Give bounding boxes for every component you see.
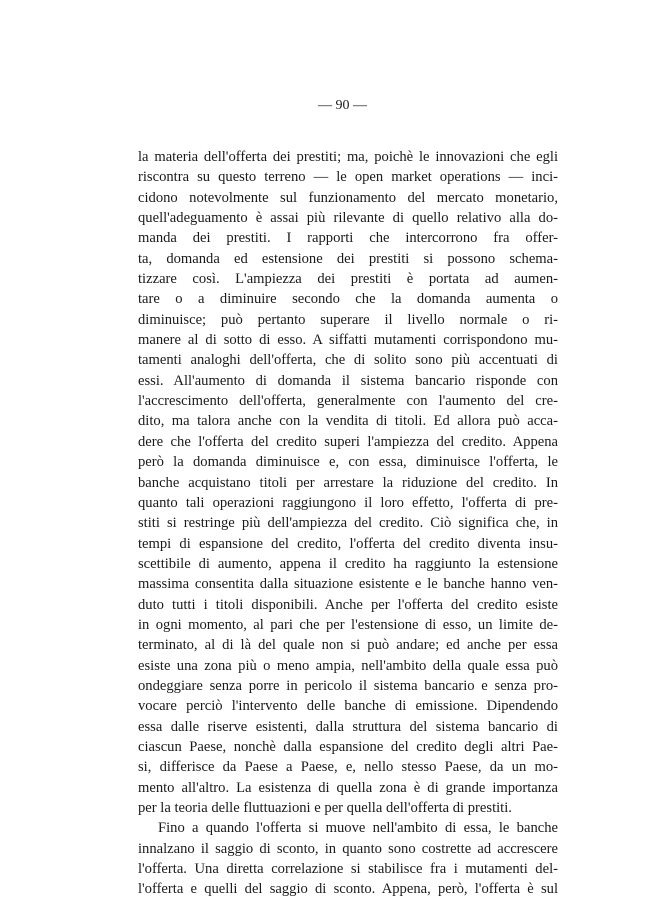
text-line: massima consentita dalla situazione esistente e le banche hanno ven- — [138, 576, 558, 593]
text-line: l'offerta. Una diretta correlazione si stabilisce fra i mutamenti del- — [138, 861, 558, 878]
text-line: cidono notevolmente sul funzionamento del mercato monetario, — [138, 189, 558, 206]
text-line: tempi di espansione del credito, l'offerta del credito diventa insu- — [138, 535, 558, 552]
text-line: ta, domanda ed estensione dei prestiti si possono schema- — [138, 250, 558, 267]
text-line: quell'adeguamento è assai più rilevante di quello relativo alla do- — [138, 210, 558, 227]
text-line: essi. All'aumento di domanda il sistema bancario risponde con — [138, 372, 558, 389]
text-line: ciascun Paese, nonchè dalla espansione del credito degli altri Pae- — [138, 738, 558, 755]
paragraph — [138, 147, 558, 818]
text-line: stiti si restringe più dell'ampiezza del credito. Ciò significa che, in — [138, 515, 558, 532]
text-line: vocare perciò l'intervento delle banche di emissione. Dipendendo — [138, 698, 558, 715]
text-line: la materia dell'offerta dei prestiti; ma, poichè le innovazioni che egli — [138, 149, 558, 165]
paragraph — [138, 818, 558, 899]
text-line: banche acquistano titoli per arrestare la riduzione del credito. In — [138, 474, 558, 491]
text-line: scettibile di aumento, appena il credito ha raggiunto la estensione — [138, 555, 558, 572]
text-line: manere al di sotto di esso. A siffatti mutamenti corrispondono mu- — [138, 332, 558, 349]
text-line: per la teoria delle fluttuazioni e per quella dell'offerta di prestiti. — [138, 800, 512, 816]
text-line: ondeggiare senza porre in pericolo il sistema bancario e senza pro- — [138, 677, 558, 694]
text-line: innalzano il saggio di sconto, in quanto sono costrette ad accrescere — [138, 840, 558, 857]
text-line: essa dalle riserve esistenti, dalla struttura del sistema bancario di — [138, 718, 558, 735]
text-line: terminato, al di là del quale non si può andare; ed anche per essa — [138, 637, 558, 654]
text-line: l'offerta e quelli del saggio di sconto. Appena, però, l'offerta è sul — [138, 881, 558, 898]
text-line: però la domanda diminuisce e, con essa, diminuisce l'offerta, le — [138, 454, 558, 471]
text-line: duto tutti i titoli disponibili. Anche per l'offerta del credito esiste — [138, 596, 558, 613]
text-line: Fino a quando l'offerta si muove nell'ambito di essa, le banche — [158, 820, 558, 837]
text-line: l'accrescimento dell'offerta, generalmente con l'aumento del cre- — [138, 393, 558, 410]
page-number: — 90 — — [318, 98, 367, 113]
text-line: esiste una zona più o meno ampia, nell'ambito della quale essa può — [138, 657, 558, 674]
text-line: riscontra su questo terreno — le open market operations — inci- — [138, 169, 558, 186]
text-line: tizzare così. L'ampiezza dei prestiti è portata ad aumen- — [138, 271, 558, 288]
text-line: quanto tali operazioni raggiungono il loro effetto, l'offerta di pre- — [138, 494, 558, 511]
text-line: mento all'altro. La esistenza di quella zona è di grande importanza — [138, 779, 558, 796]
text-line: in ogni momento, al pari che per l'estensione di esso, un limite de- — [138, 616, 558, 633]
text-line: tamenti analoghi dell'offerta, che di solito sono più accentuati di — [138, 352, 558, 369]
body-text — [138, 147, 558, 900]
text-line: tare o a diminuire secondo che la domanda aumenta o — [138, 291, 558, 308]
text-line: diminuisce; può pertanto superare il livello normale o ri- — [138, 311, 558, 328]
text-line: manda dei prestiti. I rapporti che intercorrono fra offer- — [138, 230, 558, 247]
text-line: dito, ma talora anche con la vendita di titoli. Ed allora può acca- — [138, 413, 558, 430]
text-line: dere che l'offerta del credito superi l'ampiezza del credito. Appena — [138, 433, 558, 450]
text-line: si, differisce da Paese a Paese, e, nello stesso Paese, da un mo- — [138, 759, 558, 776]
